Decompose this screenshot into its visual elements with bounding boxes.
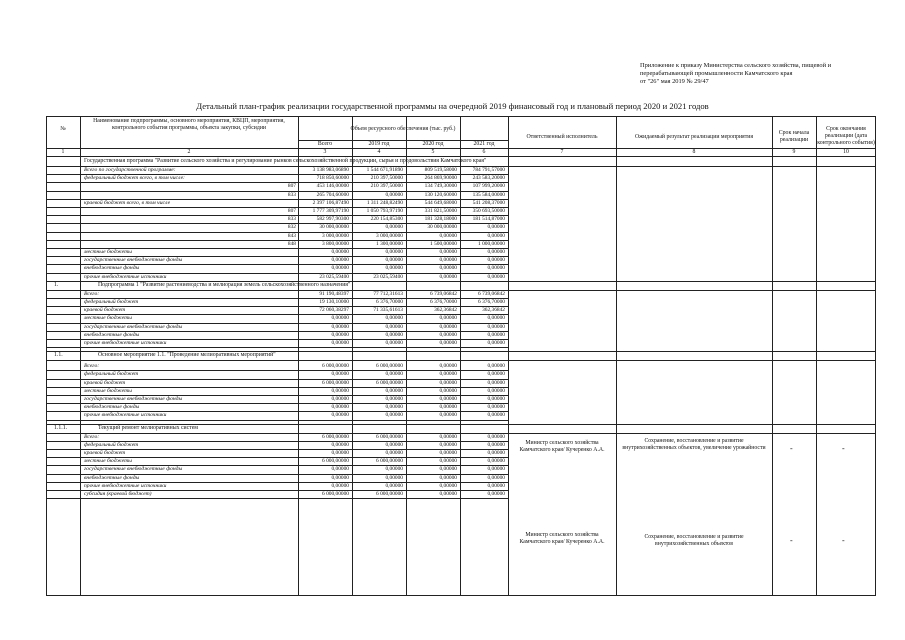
value-cell: 0,00000 (331, 331, 349, 338)
header-2019: 2019 год (368, 141, 390, 147)
value-cell: 210 397,50000 (370, 175, 403, 182)
value-cell: 0,00000 (331, 474, 349, 481)
value-cell: 0,00000 (385, 387, 403, 394)
value-cell: 0,00000 (487, 458, 505, 465)
value-cell: 3 000,00000 (322, 232, 349, 239)
value-cell: 6 739,06842 (430, 290, 457, 297)
value-cell: 6 000,00000 (322, 379, 349, 386)
row-label: внебюджетные фонды (84, 265, 140, 272)
value-cell: 0,00000 (331, 249, 349, 255)
value-cell: 0,00000 (331, 404, 349, 411)
value-cell: 23 025,59400 (319, 273, 349, 280)
row-label: федеральный бюджет всего, в том числе: (84, 175, 185, 182)
row-label: Всего: (84, 290, 100, 297)
value-cell: 809 519,58000 (424, 167, 457, 173)
m111-end: - (842, 536, 845, 545)
value-cell: 0,00000 (331, 412, 349, 419)
value-cell: 3 138 983,06890 (312, 167, 349, 173)
value-cell: 3 800,00000 (322, 240, 349, 247)
value-cell: 6 000,00000 (322, 433, 349, 440)
value-cell: 0,00000 (487, 482, 505, 489)
value-cell: 541 208,37000 (472, 199, 505, 206)
value-cell: 0,00000 (439, 412, 457, 419)
value-cell: 0,00000 (331, 441, 349, 448)
value-cell: 130 120,60000 (424, 191, 457, 198)
value-cell: 0,00000 (331, 340, 349, 346)
value-cell: 0,00000 (385, 371, 403, 378)
row-code: 843 (287, 232, 296, 239)
row-label: Всего: (84, 433, 100, 440)
value-cell: 0,00000 (487, 379, 505, 386)
value-cell: 0,00000 (439, 315, 457, 322)
program-title: Государственная программа "Развитие сельского хозяйства и регулирование рынков сельскохозяйственной продукции, сырья и продовольствия Камчатского края" (84, 158, 487, 164)
value-cell: 0,00000 (385, 191, 403, 198)
row-label: государственные внебюджетные фонды (84, 466, 183, 473)
value-cell: 362,36842 (434, 307, 457, 314)
row-label: субсидия (краевой бюджет) (84, 491, 152, 497)
value-cell: 0,00000 (487, 249, 505, 255)
col-num: 6 (482, 149, 486, 155)
value-cell: 0,00000 (487, 257, 505, 264)
header-resources: Объем ресурсного обеспечения (тыс. руб.) (350, 126, 456, 132)
header-2021: 2021 год (473, 141, 495, 147)
value-cell: 0,00000 (439, 323, 457, 330)
value-cell: 0,00000 (385, 265, 403, 272)
row-line (46, 347, 508, 348)
value-cell: 6 000,00000 (376, 491, 403, 497)
row-label: местные бюджеты (84, 458, 132, 465)
value-cell: 0,00000 (487, 315, 505, 322)
value-cell: 0,00000 (331, 265, 349, 272)
value-cell: 0,00000 (487, 340, 505, 346)
col-line (772, 116, 773, 596)
value-cell: 0,00000 (487, 404, 505, 411)
value-cell: 0,00000 (331, 371, 349, 378)
header-no: № (60, 126, 66, 132)
value-cell: 0,00000 (439, 482, 457, 489)
m111-responsible: Министр сельского хозяйства Камчатского края/ Кучеренко А.А. (519, 532, 605, 545)
row-label: государственные внебюджетные фонды (84, 396, 183, 402)
value-cell: 0,00000 (487, 331, 505, 338)
row-label: федеральный бюджет (84, 371, 139, 378)
value-cell: 0,00000 (439, 340, 457, 346)
value-cell: 0,00000 (331, 315, 349, 322)
value-cell: 0,00000 (385, 404, 403, 411)
value-cell: 6 739,06842 (478, 290, 505, 297)
value-cell: 1 544 671,91890 (366, 167, 403, 173)
row-label: государственные внебюджетные фонды (84, 323, 183, 330)
section-number: 1. (54, 281, 59, 288)
header-total: Всего (317, 141, 333, 147)
value-cell: 6 000,00000 (376, 379, 403, 386)
value-cell: 6 000,00000 (322, 491, 349, 497)
row-label: краевой бюджет (84, 450, 126, 456)
value-cell: 1 311 248,82490 (366, 199, 403, 206)
row-label: внебюджетные фонды (84, 474, 140, 481)
section-number: 1.1.1. (54, 424, 68, 431)
value-cell: 1 050 793,97190 (366, 208, 403, 214)
value-cell: 6 000,00000 (376, 458, 403, 465)
row-label: прочие внебюджетные источники (84, 482, 167, 489)
value-cell: 6 000,00000 (322, 458, 349, 465)
value-cell: 0,00000 (487, 265, 505, 272)
header-start: Срок начала реализации (778, 130, 810, 143)
value-cell: 453 146,00000 (316, 183, 349, 190)
value-cell: 0,00000 (331, 323, 349, 330)
value-cell: 0,00000 (331, 450, 349, 456)
value-cell: 0,00000 (487, 466, 505, 473)
m11-responsible: Министр сельского хозяйства Камчатского края/ Кучеренко А.А. (519, 440, 605, 453)
col-num: 5 (431, 149, 435, 155)
value-cell: 6 000,00000 (376, 433, 403, 440)
col-line (508, 116, 509, 596)
row-label: краевой бюджет всего, в том числе (84, 199, 171, 206)
m11-result: Сохранение, восстановление и развитие внутрихозяйственных объектов, увеличение урожайности (622, 438, 766, 451)
row-code: 807 (287, 183, 296, 190)
m111-result: Сохранение, восстановление и развитие внутрихозяйственных объектов (644, 534, 744, 547)
value-cell: 0,00000 (487, 441, 505, 448)
col-num: 9 (792, 149, 796, 155)
value-cell: 0,00000 (385, 474, 403, 481)
value-cell: 0,00000 (439, 466, 457, 473)
header-end: Срок окончания реализации (дата контрольного события) (817, 126, 875, 146)
value-cell: 0,00000 (439, 331, 457, 338)
value-cell: 0,00000 (385, 441, 403, 448)
value-cell: 107 999,20000 (472, 183, 505, 190)
schedule-table (46, 116, 876, 596)
value-cell: 181 328,18000 (424, 216, 457, 223)
value-cell: 6 000,00000 (376, 363, 403, 370)
row-label: внебюджетные фонды (84, 404, 140, 411)
value-cell: 0,00000 (439, 249, 457, 255)
value-cell: 331 821,50000 (424, 208, 457, 214)
row-label: прочие внебюджетные источники (84, 340, 167, 346)
value-cell: 0,00000 (331, 387, 349, 394)
value-cell: 6 376,70000 (376, 299, 403, 305)
value-cell: 718 850,60000 (316, 175, 349, 182)
value-cell: 362,36842 (482, 307, 505, 314)
value-cell: 2 397 106,87490 (312, 199, 349, 206)
value-cell: 0,00000 (385, 396, 403, 402)
value-cell: 0,00000 (331, 482, 349, 489)
value-cell: 1 000,00000 (478, 240, 505, 247)
row-code: 832 (287, 224, 296, 231)
value-cell: 30 000,00000 (427, 224, 457, 231)
appendix-line-3: от "26" мая 2019 № 29/47 (640, 78, 709, 85)
value-cell: 91 190,48397 (319, 290, 349, 297)
col-line (616, 116, 617, 596)
value-cell: 135 584,00000 (472, 191, 505, 198)
value-cell: 544 649,68000 (424, 199, 457, 206)
value-cell: 0,00000 (385, 249, 403, 255)
value-cell: 77 712,31613 (373, 290, 403, 297)
row-code: 848 (287, 240, 296, 247)
value-cell: 0,00000 (439, 433, 457, 440)
value-cell: 181 514,87000 (472, 216, 505, 223)
row-label: краевой бюджет (84, 379, 126, 386)
value-cell: 1 500,00000 (430, 240, 457, 247)
value-cell: 1 777 309,97190 (312, 208, 349, 214)
value-cell: 0,00000 (487, 232, 505, 239)
row-label: краевой бюджет (84, 307, 126, 314)
value-cell: 0,00000 (487, 387, 505, 394)
value-cell: 210 397,50000 (370, 183, 403, 190)
value-cell: 0,00000 (331, 257, 349, 264)
value-cell: 0,00000 (385, 331, 403, 338)
value-cell: 0,00000 (385, 450, 403, 456)
value-cell: 0,00000 (487, 323, 505, 330)
value-cell: 0,00000 (487, 371, 505, 378)
value-cell: 0,00000 (487, 491, 505, 497)
value-cell: 6 376,70000 (430, 299, 457, 305)
col-num: 2 (187, 149, 191, 155)
value-cell: 0,00000 (331, 466, 349, 473)
value-cell: 0,00000 (487, 450, 505, 456)
row-label: федеральный бюджет (84, 299, 139, 305)
row-line (46, 420, 508, 421)
value-cell: 0,00000 (487, 412, 505, 419)
header-result: Ожидаемый результат реализации мероприятия (634, 134, 754, 140)
value-cell: 134 749,30000 (424, 183, 457, 190)
row-code: 807 (287, 208, 296, 214)
appendix-note (640, 62, 860, 86)
row-code: 833 (287, 216, 296, 223)
value-cell: 0,00000 (385, 466, 403, 473)
value-cell: 6 000,00000 (322, 363, 349, 370)
value-cell: 6 376,70000 (478, 299, 505, 305)
row-label: местные бюджеты (84, 249, 132, 255)
value-cell: 784 791,57000 (472, 167, 505, 173)
value-cell: 582 997,90300 (316, 216, 349, 223)
header-responsible: Ответственный исполнитель (526, 134, 598, 140)
value-cell: 0,00000 (439, 371, 457, 378)
value-cell: 0,00000 (439, 450, 457, 456)
value-cell: 0,00000 (439, 387, 457, 394)
appendix-line-2: перерабатывающей промышленности Камчатского края (640, 70, 793, 77)
value-cell: 0,00000 (385, 315, 403, 322)
value-cell: 243 583,20000 (472, 175, 505, 182)
value-cell: 350 693,50000 (472, 208, 505, 214)
m11-end: - (842, 444, 845, 453)
value-cell: 30 000,00000 (319, 224, 349, 231)
m111-start: - (790, 536, 793, 545)
row-line (46, 360, 876, 361)
value-cell: 3 000,00000 (376, 232, 403, 239)
section-title: Подпрограмма 1 "Развитие растениеводства и мелиорация земель сельскохозяйственного назначения" (98, 281, 351, 288)
row-label: государственные внебюджетные фонды (84, 257, 183, 264)
value-cell: 265 704,60000 (316, 191, 349, 198)
row-line (46, 156, 876, 157)
col-line (80, 116, 81, 596)
row-label: местные бюджеты (84, 387, 132, 394)
value-cell: 19 130,10000 (319, 299, 349, 305)
value-cell: 0,00000 (385, 323, 403, 330)
value-cell: 0,00000 (385, 224, 403, 231)
value-cell: 23 025,59400 (373, 273, 403, 280)
row-label: местные бюджеты (84, 315, 132, 322)
row-code: 833 (287, 191, 296, 198)
value-cell: 0,00000 (439, 379, 457, 386)
value-cell: 0,00000 (487, 396, 505, 402)
value-cell: 0,00000 (487, 224, 505, 231)
value-cell: 0,00000 (439, 441, 457, 448)
section-title: Текущий ремонт мелиоративных систем (98, 424, 198, 431)
col-num: 1 (61, 149, 65, 155)
value-cell: 0,00000 (385, 257, 403, 264)
value-cell: 0,00000 (487, 474, 505, 481)
value-cell: 0,00000 (439, 491, 457, 497)
value-cell: 0,00000 (487, 363, 505, 370)
value-cell: 0,00000 (385, 340, 403, 346)
value-cell: 71 335,61613 (373, 307, 403, 314)
header-2020: 2020 год (422, 141, 444, 147)
value-cell: 0,00000 (439, 474, 457, 481)
value-cell: 0,00000 (439, 257, 457, 264)
value-cell: 0,00000 (439, 273, 457, 280)
appendix-line-1: Приложение к приказу Министерства сельского хозяйства, пищевой и (640, 62, 832, 69)
value-cell: 0,00000 (385, 412, 403, 419)
col-num: 4 (377, 149, 381, 155)
value-cell: 0,00000 (487, 273, 505, 280)
row-label: прочие внебюджетные источники (84, 412, 167, 419)
row-label: прочие внебюджетные источники (84, 273, 167, 280)
value-cell: 264 869,90000 (424, 175, 457, 182)
value-cell: 0,00000 (439, 265, 457, 272)
value-cell: 0,00000 (439, 363, 457, 370)
value-cell: 1 300,00000 (376, 240, 403, 247)
value-cell: 72 060,38297 (319, 307, 349, 314)
row-line (46, 498, 508, 499)
row-label: федеральный бюджет (84, 441, 139, 448)
value-cell: 220 154,85300 (370, 216, 403, 223)
row-label: Всего по государственной программе: (84, 167, 176, 173)
col-num: 7 (560, 149, 564, 155)
value-cell: 0,00000 (439, 232, 457, 239)
section-title: Основное мероприятие 1.1. "Проведение мелиоративных мероприятий" (98, 352, 276, 359)
value-cell: 0,00000 (385, 482, 403, 489)
section-number: 1.1. (54, 352, 63, 359)
col-num: 10 (843, 149, 849, 155)
document-title: Детальный план-график реализации государственной программы на очередной 2019 финансовый год и плановый период 2020 и 2021 годов (196, 101, 709, 111)
value-cell: 0,00000 (439, 396, 457, 402)
col-num: 8 (692, 149, 696, 155)
col-num: 3 (323, 149, 327, 155)
value-cell: 0,00000 (439, 458, 457, 465)
m11-start: - (790, 444, 793, 453)
value-cell: 0,00000 (487, 433, 505, 440)
header-name: Наименование подпрограммы, основного мероприятия, КВЦП, мероприятия, контрольного события программы, объекта закупки, субсидии (93, 118, 285, 131)
value-cell: 0,00000 (331, 396, 349, 402)
row-label: внебюджетные фонды (84, 331, 140, 338)
row-label: Всего: (84, 363, 100, 370)
value-cell: 0,00000 (439, 404, 457, 411)
col-line (816, 116, 817, 596)
